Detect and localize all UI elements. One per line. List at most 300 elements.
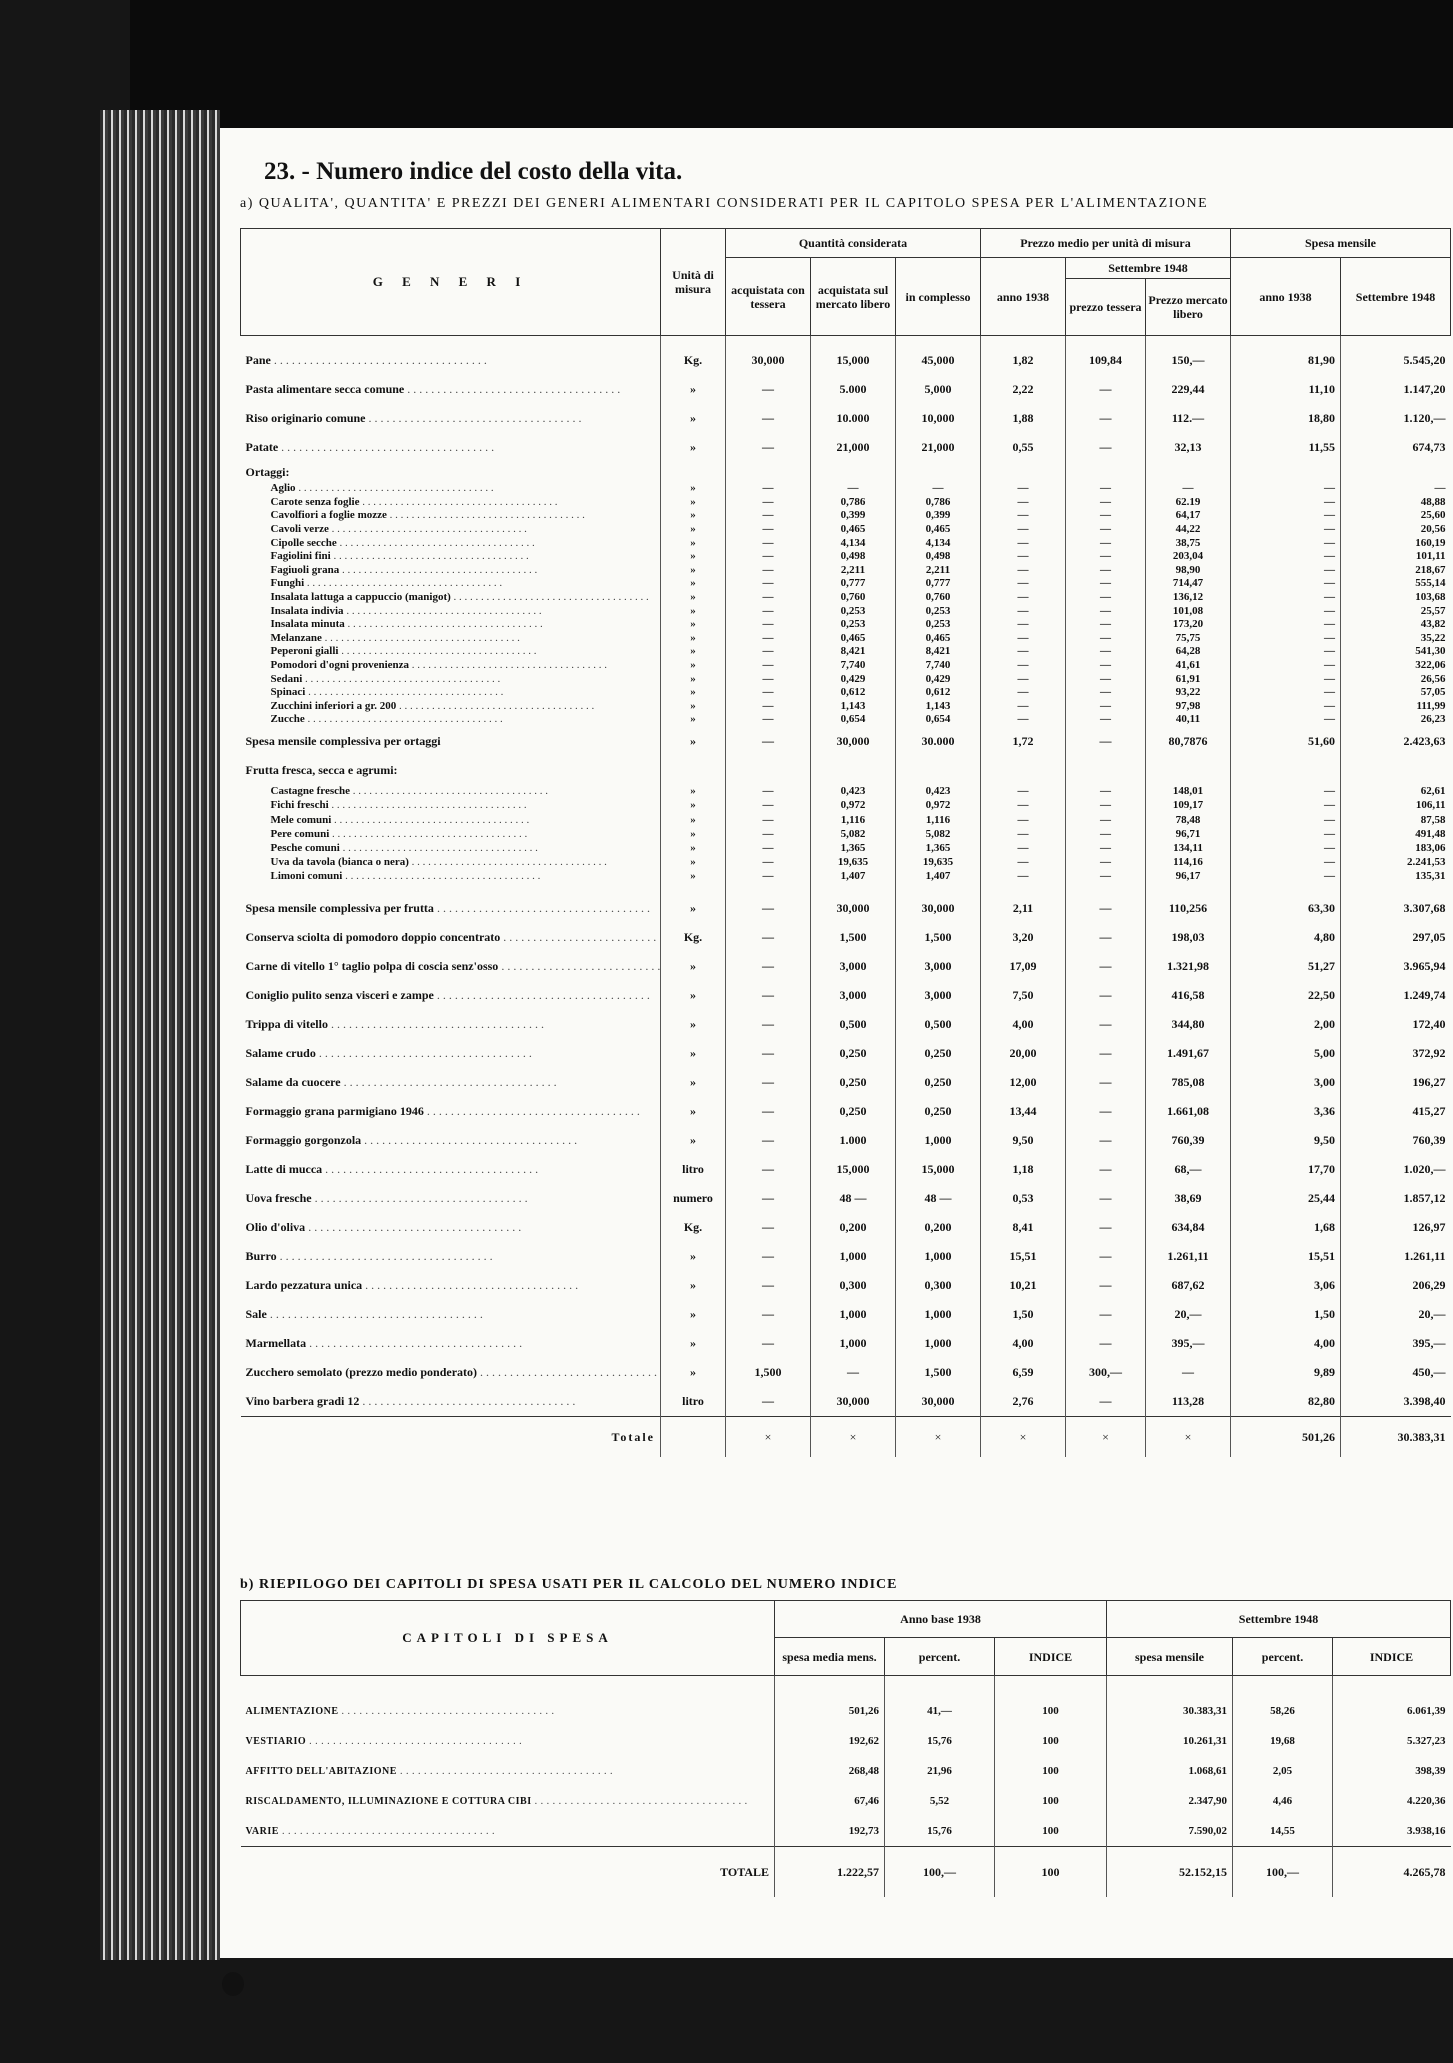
- table-row: [241, 1068, 1451, 1097]
- cell-s38: —: [1231, 713, 1341, 727]
- cell-pt: —: [1066, 577, 1146, 591]
- cell-pt: —: [1066, 1068, 1146, 1097]
- header-anno-1938: anno 1938: [981, 258, 1066, 336]
- table-row: [241, 856, 1451, 870]
- cell-s38: —: [1231, 827, 1341, 841]
- cell-p38: 1,18: [981, 1155, 1066, 1184]
- cell-q3: 7,740: [896, 659, 981, 673]
- cell-p48: 19,68: [1233, 1726, 1333, 1756]
- cell-pl: 760,39: [1146, 1126, 1231, 1155]
- cell-unit: »: [661, 1068, 726, 1097]
- cell-q3: 0,399: [896, 509, 981, 523]
- table-row: [241, 1696, 1451, 1726]
- cell-pl: 64,28: [1146, 645, 1231, 659]
- cell-s48: 106,11: [1341, 799, 1451, 813]
- cell-unit: »: [661, 404, 726, 433]
- cell-s38: —: [1231, 618, 1341, 632]
- cell-s48: 111,99: [1341, 700, 1451, 714]
- cell-s48: 218,67: [1341, 564, 1451, 578]
- cell-q1: —: [726, 1300, 811, 1329]
- cell-p38: —: [981, 672, 1066, 686]
- cell-s38: 192,62: [775, 1726, 885, 1756]
- table-b-body: [241, 1676, 1451, 1898]
- cell-q2: 1,407: [811, 870, 896, 884]
- row-label: RISCALDAMENTO, ILLUMINAZIONE E COTTURA CIBI . . .: [241, 1786, 775, 1816]
- cell-: [1066, 756, 1146, 785]
- cell-s38: —: [1231, 645, 1341, 659]
- cell-s38: 1,50: [1231, 1300, 1341, 1329]
- cell-: [1231, 756, 1341, 785]
- cell-i48: 398,39: [1333, 1756, 1451, 1786]
- table-row: [241, 591, 1451, 605]
- cell-q2: 0,200: [811, 1213, 896, 1242]
- cell-s38: —: [1231, 482, 1341, 496]
- cell-pl: 114,16: [1146, 856, 1231, 870]
- cell-q2: 1,143: [811, 700, 896, 714]
- cell-unit: »: [661, 645, 726, 659]
- cell-pt: —: [1066, 1126, 1146, 1155]
- cell-q1: —: [726, 700, 811, 714]
- cell-s48: 1.261,11: [1341, 1242, 1451, 1271]
- cell-s38: 82,80: [1231, 1387, 1341, 1417]
- cell-p38: 21,96: [885, 1756, 995, 1786]
- cell-pl: 101,08: [1146, 604, 1231, 618]
- group-label-ortaggi: [241, 462, 1451, 482]
- table-row: [241, 659, 1451, 673]
- cell-p38: 1,50: [981, 1300, 1066, 1329]
- document-page: [220, 128, 1453, 1958]
- dark-top-margin: [130, 0, 1453, 130]
- table-alimentazione: [240, 228, 1451, 1457]
- cell-q3: 0,465: [896, 632, 981, 646]
- cell-s48: 35,22: [1341, 632, 1451, 646]
- cell-s48: 26,56: [1341, 672, 1451, 686]
- cell-q1: —: [726, 645, 811, 659]
- header-percent-48: percent.: [1233, 1638, 1333, 1676]
- table-row: [241, 799, 1451, 813]
- header-indice-38: INDICE: [995, 1638, 1107, 1676]
- cell-p38: —: [981, 713, 1066, 727]
- header-prezzo: Prezzo medio per unità di misura: [981, 229, 1231, 258]
- cell-pt: —: [1066, 686, 1146, 700]
- table-row: [241, 433, 1451, 462]
- cell-unit: »: [661, 827, 726, 841]
- cell-q3: 0,429: [896, 672, 981, 686]
- cell-q1: —: [726, 509, 811, 523]
- table-row: [241, 1358, 1451, 1387]
- cell-unit: »: [661, 550, 726, 564]
- row-label: Insalata minuta . . .: [241, 618, 661, 632]
- cell-s38: —: [1231, 604, 1341, 618]
- row-label: Salame da cuocere . . .: [241, 1068, 661, 1097]
- cell-p38: 2,76: [981, 1387, 1066, 1417]
- cell-: [1066, 462, 1146, 482]
- cell-pt: —: [1066, 523, 1146, 537]
- cell-s48: 26,23: [1341, 713, 1451, 727]
- header-spesa-mensile: spesa mensile: [1107, 1638, 1233, 1676]
- cell-pl: 785,08: [1146, 1068, 1231, 1097]
- cell-q1: —: [726, 1010, 811, 1039]
- cell-s38: 67,46: [775, 1786, 885, 1816]
- cell-q2: 3,000: [811, 952, 896, 981]
- cell-s38: 51,27: [1231, 952, 1341, 981]
- table-row: [241, 550, 1451, 564]
- cell-pl: 198,03: [1146, 923, 1231, 952]
- cell-q2: 21,000: [811, 433, 896, 462]
- cell-pl: 1.661,08: [1146, 1097, 1231, 1126]
- cell-unit: »: [661, 856, 726, 870]
- row-label: Uova fresche . . .: [241, 1184, 661, 1213]
- row-label: Formaggio grana parmigiano 1946 . . .: [241, 1097, 661, 1126]
- cell-q3: 30.000: [896, 727, 981, 756]
- cell-pl: 44,22: [1146, 523, 1231, 537]
- cell-unit: Kg.: [661, 346, 726, 375]
- cell-q1: —: [726, 713, 811, 727]
- cell-q1: —: [726, 550, 811, 564]
- cell-pl: 395,—: [1146, 1329, 1231, 1358]
- cell-s48: 760,39: [1341, 1126, 1451, 1155]
- cell-p38: —: [981, 618, 1066, 632]
- cell-s38: 501,26: [775, 1696, 885, 1726]
- cell-p38: —: [981, 523, 1066, 537]
- cell-pt: —: [1066, 509, 1146, 523]
- cell-pl: —: [1146, 482, 1231, 496]
- cell-p38: —: [981, 645, 1066, 659]
- cell-q2: 8,421: [811, 645, 896, 659]
- row-label: Spesa mensile complessiva per ortaggi: [245, 733, 441, 748]
- cell-i48: 4.220,36: [1333, 1786, 1451, 1816]
- cell-q2: 0,250: [811, 1097, 896, 1126]
- cell-s38: —: [1231, 870, 1341, 884]
- cell-p38: 4,00: [981, 1010, 1066, 1039]
- cell-s38: —: [1231, 577, 1341, 591]
- cell-s48: 206,29: [1341, 1271, 1451, 1300]
- table-row: [241, 482, 1451, 496]
- cell-p38: 15,76: [885, 1816, 995, 1847]
- cell-s48: 395,—: [1341, 1329, 1451, 1358]
- row-label: ALIMENTAZIONE . . .: [241, 1696, 775, 1726]
- table-row: [241, 645, 1451, 659]
- cell-p38: 4,00: [981, 1329, 1066, 1358]
- table-row: [241, 686, 1451, 700]
- table-row-total: [241, 1417, 1451, 1458]
- cell-q3: 2,211: [896, 564, 981, 578]
- cell-q1: —: [726, 536, 811, 550]
- cell-pt: —: [1066, 536, 1146, 550]
- cell-q2: 5,082: [811, 827, 896, 841]
- cell-s38: 3,36: [1231, 1097, 1341, 1126]
- header-spesa-settembre: Settembre 1948: [1341, 258, 1451, 336]
- cell-s48: 135,31: [1341, 870, 1451, 884]
- cell-pt: —: [1066, 645, 1146, 659]
- cell-pt: —: [1066, 604, 1146, 618]
- cell-q3: 0,253: [896, 618, 981, 632]
- cell-unit: »: [661, 659, 726, 673]
- cell-q3: —: [896, 482, 981, 496]
- row-label: Pomodori d'ogni provenienza . . .: [241, 659, 661, 673]
- cell-p38: —: [981, 604, 1066, 618]
- cell-pl: 61,91: [1146, 672, 1231, 686]
- row-label: Pesche comuni . . .: [241, 841, 661, 855]
- cell-pt: —: [1066, 496, 1146, 510]
- header-spesa: Spesa mensile: [1231, 229, 1451, 258]
- cell-q3: 48 —: [896, 1184, 981, 1213]
- cell-unit: litro: [661, 1155, 726, 1184]
- cell-q2: 30,000: [811, 894, 896, 923]
- row-label: Frutta fresca, secca e agrumi:: [245, 762, 398, 777]
- cell-q3: 1,000: [896, 1242, 981, 1271]
- cell-pl: 1.261,11: [1146, 1242, 1231, 1271]
- row-label: Castagne fresche . . .: [241, 785, 661, 799]
- table-row: [241, 346, 1451, 375]
- table-row: [241, 827, 1451, 841]
- cell-unit: »: [661, 1097, 726, 1126]
- cell-q2: 0,253: [811, 618, 896, 632]
- cell-: [661, 884, 726, 894]
- cell-s38: 15,51: [1231, 1242, 1341, 1271]
- cell-p38: 15,51: [981, 1242, 1066, 1271]
- cell-s48: 541,30: [1341, 645, 1451, 659]
- cell-: [726, 756, 811, 785]
- cell-pt: —: [1066, 813, 1146, 827]
- cell-s48: 196,27: [1341, 1068, 1451, 1097]
- table-row: [241, 1213, 1451, 1242]
- cell-s38: —: [1231, 672, 1341, 686]
- cell-s48: 10.261,31: [1107, 1726, 1233, 1756]
- cell-q2: 0,253: [811, 604, 896, 618]
- cell-p38: —: [981, 841, 1066, 855]
- cell-q1: —: [726, 827, 811, 841]
- cell-q1: —: [726, 375, 811, 404]
- cell-q2: 0,760: [811, 591, 896, 605]
- cell-: [981, 756, 1066, 785]
- cell-pt: —: [1066, 550, 1146, 564]
- table-row: [241, 536, 1451, 550]
- row-label: Limoni comuni . . .: [241, 870, 661, 884]
- cell-q2: 0,498: [811, 550, 896, 564]
- cell-q2: 1,365: [811, 841, 896, 855]
- table-row: [241, 509, 1451, 523]
- page-stack-edges: [100, 110, 220, 1960]
- cell-unit: »: [661, 523, 726, 537]
- cell-p38: 1,82: [981, 346, 1066, 375]
- cell-: [981, 462, 1066, 482]
- section-b-title: b) RIEPILOGO DEI CAPITOLI DI SPESA USATI PER IL CALCOLO DEL NUMERO INDICE: [240, 1577, 898, 1592]
- table-row: [241, 713, 1451, 727]
- cell-s38: —: [1231, 496, 1341, 510]
- cell-p48: 2,05: [1233, 1756, 1333, 1786]
- cell-pt: —: [1066, 482, 1146, 496]
- cell-pt: —: [1066, 1213, 1146, 1242]
- cell-pl: 1.491,67: [1146, 1039, 1231, 1068]
- cell-s48: 172,40: [1341, 1010, 1451, 1039]
- cell-s38: —: [1231, 700, 1341, 714]
- cell-p38: —: [981, 550, 1066, 564]
- row-label: Insalata lattuga a cappuccio (manigot) . . .: [241, 591, 661, 605]
- cell-unit: »: [661, 375, 726, 404]
- cell-s48: 3.965,94: [1341, 952, 1451, 981]
- table-row: [241, 785, 1451, 799]
- cell-p38: —: [981, 813, 1066, 827]
- cell-p38: 3,20: [981, 923, 1066, 952]
- cell-i38: 100: [995, 1816, 1107, 1847]
- cell-q3: 3,000: [896, 981, 981, 1010]
- table-row: [241, 632, 1451, 646]
- cell-pl: 97,98: [1146, 700, 1231, 714]
- cell-q3: 30,000: [896, 1387, 981, 1417]
- table-a-body: [241, 336, 1451, 1458]
- table-row: [241, 1039, 1451, 1068]
- cell-s38: 81,90: [1231, 346, 1341, 375]
- cell-q2: —: [811, 1358, 896, 1387]
- cell-s48: 48,88: [1341, 496, 1451, 510]
- row-label: Olio d'oliva . . .: [241, 1213, 661, 1242]
- row-label: Salame crudo . . .: [241, 1039, 661, 1068]
- cell-pt: —: [1066, 700, 1146, 714]
- cell-q3: 30,000: [896, 894, 981, 923]
- table-row: [241, 981, 1451, 1010]
- cell-q1: —: [726, 1039, 811, 1068]
- cell-q1: —: [726, 564, 811, 578]
- cell-s48: 7.590,02: [1107, 1816, 1233, 1847]
- row-label: Trippa di vitello . . .: [241, 1010, 661, 1039]
- cell-pt: —: [1066, 404, 1146, 433]
- cell-q3: 1,000: [896, 1126, 981, 1155]
- cell-q2: 30,000: [811, 1387, 896, 1417]
- cell-s38: 268,48: [775, 1756, 885, 1786]
- cell-s48: 30.383,31: [1107, 1696, 1233, 1726]
- cell-s48: 1.120,—: [1341, 404, 1451, 433]
- table-row: [241, 1387, 1451, 1417]
- cell-s48: 20,56: [1341, 523, 1451, 537]
- cell-q2: 1,000: [811, 1329, 896, 1358]
- spacer: [241, 884, 1451, 894]
- cell-s48: 5.545,20: [1341, 346, 1451, 375]
- cell-s48: 52.152,15: [1107, 1847, 1233, 1898]
- table-row: [241, 577, 1451, 591]
- cell-q1: —: [726, 1155, 811, 1184]
- header-quantita: Quantità considerata: [726, 229, 981, 258]
- row-label: TOTALE: [241, 1847, 775, 1898]
- cell-q3: 5,000: [896, 375, 981, 404]
- cell-q1: —: [726, 604, 811, 618]
- header-capitoli: CAPITOLI DI SPESA: [241, 1601, 775, 1676]
- cell-s38: 3,00: [1231, 1068, 1341, 1097]
- page-title: 23. - Numero indice del costo della vita.: [264, 158, 683, 185]
- row-label: Spinaci . . .: [241, 686, 661, 700]
- cell-s38: —: [1231, 813, 1341, 827]
- cell-s38: 11,55: [1231, 433, 1341, 462]
- cell-unit: »: [661, 1300, 726, 1329]
- cell-q2: 0,300: [811, 1271, 896, 1300]
- cell-p48: 58,26: [1233, 1696, 1333, 1726]
- cell-pl: 64,17: [1146, 509, 1231, 523]
- cell-s48: 2.347,90: [1107, 1786, 1233, 1816]
- cell-pt: 109,84: [1066, 346, 1146, 375]
- cell-q1: —: [726, 1068, 811, 1097]
- cell-p38: 0,55: [981, 433, 1066, 462]
- cell-q1: —: [726, 1126, 811, 1155]
- cell-s48: 101,11: [1341, 550, 1451, 564]
- cell-pt: —: [1066, 433, 1146, 462]
- cell-: [1066, 884, 1146, 894]
- cell-s48: 3.398,40: [1341, 1387, 1451, 1417]
- cell-pt: —: [1066, 672, 1146, 686]
- cell-q1: —: [726, 1097, 811, 1126]
- cell-pl: 229,44: [1146, 375, 1231, 404]
- cell-q2: 0,654: [811, 713, 896, 727]
- cell-p38: 41,—: [885, 1696, 995, 1726]
- table-row: [241, 1816, 1451, 1847]
- row-label: Marmellata . . .: [241, 1329, 661, 1358]
- cell-s48: 25,57: [1341, 604, 1451, 618]
- cell-s48: 183,06: [1341, 841, 1451, 855]
- cell-: [811, 884, 896, 894]
- table-row: [241, 1756, 1451, 1786]
- cell-s48: 372,92: [1341, 1039, 1451, 1068]
- cell-pt: —: [1066, 1010, 1146, 1039]
- cell-q2: 1,000: [811, 1242, 896, 1271]
- cell-s38: 5,00: [1231, 1039, 1341, 1068]
- cell-s48: 160,19: [1341, 536, 1451, 550]
- cell-s38: 51,60: [1231, 727, 1341, 756]
- table-row: [241, 1155, 1451, 1184]
- table-row: [241, 1271, 1451, 1300]
- cell-unit: »: [661, 1010, 726, 1039]
- row-label: [241, 884, 661, 894]
- cell-p38: 13,44: [981, 1097, 1066, 1126]
- cell-pt: —: [1066, 1097, 1146, 1126]
- cell-unit: »: [661, 433, 726, 462]
- cell-q3: 0,250: [896, 1068, 981, 1097]
- cell-s38: 1,68: [1231, 1213, 1341, 1242]
- cell-pl: 38,69: [1146, 1184, 1231, 1213]
- cell-: [661, 756, 726, 785]
- cell-s38: 25,44: [1231, 1184, 1341, 1213]
- cell-pt: —: [1066, 1329, 1146, 1358]
- cell-q2: 48 —: [811, 1184, 896, 1213]
- cell-pt: —: [1066, 1039, 1146, 1068]
- cell-q1: —: [726, 799, 811, 813]
- cell-unit: »: [661, 604, 726, 618]
- cell-q2: 0,465: [811, 632, 896, 646]
- cell-p38: —: [981, 591, 1066, 605]
- cell-s38: 63,30: [1231, 894, 1341, 923]
- cell-s38: 9,89: [1231, 1358, 1341, 1387]
- table-row: [241, 618, 1451, 632]
- cell-unit: Kg.: [661, 923, 726, 952]
- cell-q2: 30,000: [811, 727, 896, 756]
- cell-: [726, 462, 811, 482]
- cell-p38: 7,50: [981, 981, 1066, 1010]
- table-row-total: [241, 1847, 1451, 1898]
- cell-s48: 57,05: [1341, 686, 1451, 700]
- cell-s38: 17,70: [1231, 1155, 1341, 1184]
- cell-q1: —: [726, 1184, 811, 1213]
- cell-q3: 10,000: [896, 404, 981, 433]
- cell-q3: 0,300: [896, 1271, 981, 1300]
- row-label: Peperoni gialli . . .: [241, 645, 661, 659]
- cell-: [981, 884, 1066, 894]
- cell-q1: —: [726, 591, 811, 605]
- cell-q2: —: [811, 482, 896, 496]
- cell-unit: Kg.: [661, 1213, 726, 1242]
- cell-p38: —: [981, 856, 1066, 870]
- row-label: Carne di vitello 1° taglio polpa di coscia senz'osso . . .: [241, 952, 661, 981]
- cell-i48: 4.265,78: [1333, 1847, 1451, 1898]
- cell-pl: 173,20: [1146, 618, 1231, 632]
- row-label: Cavoli verze . . .: [241, 523, 661, 537]
